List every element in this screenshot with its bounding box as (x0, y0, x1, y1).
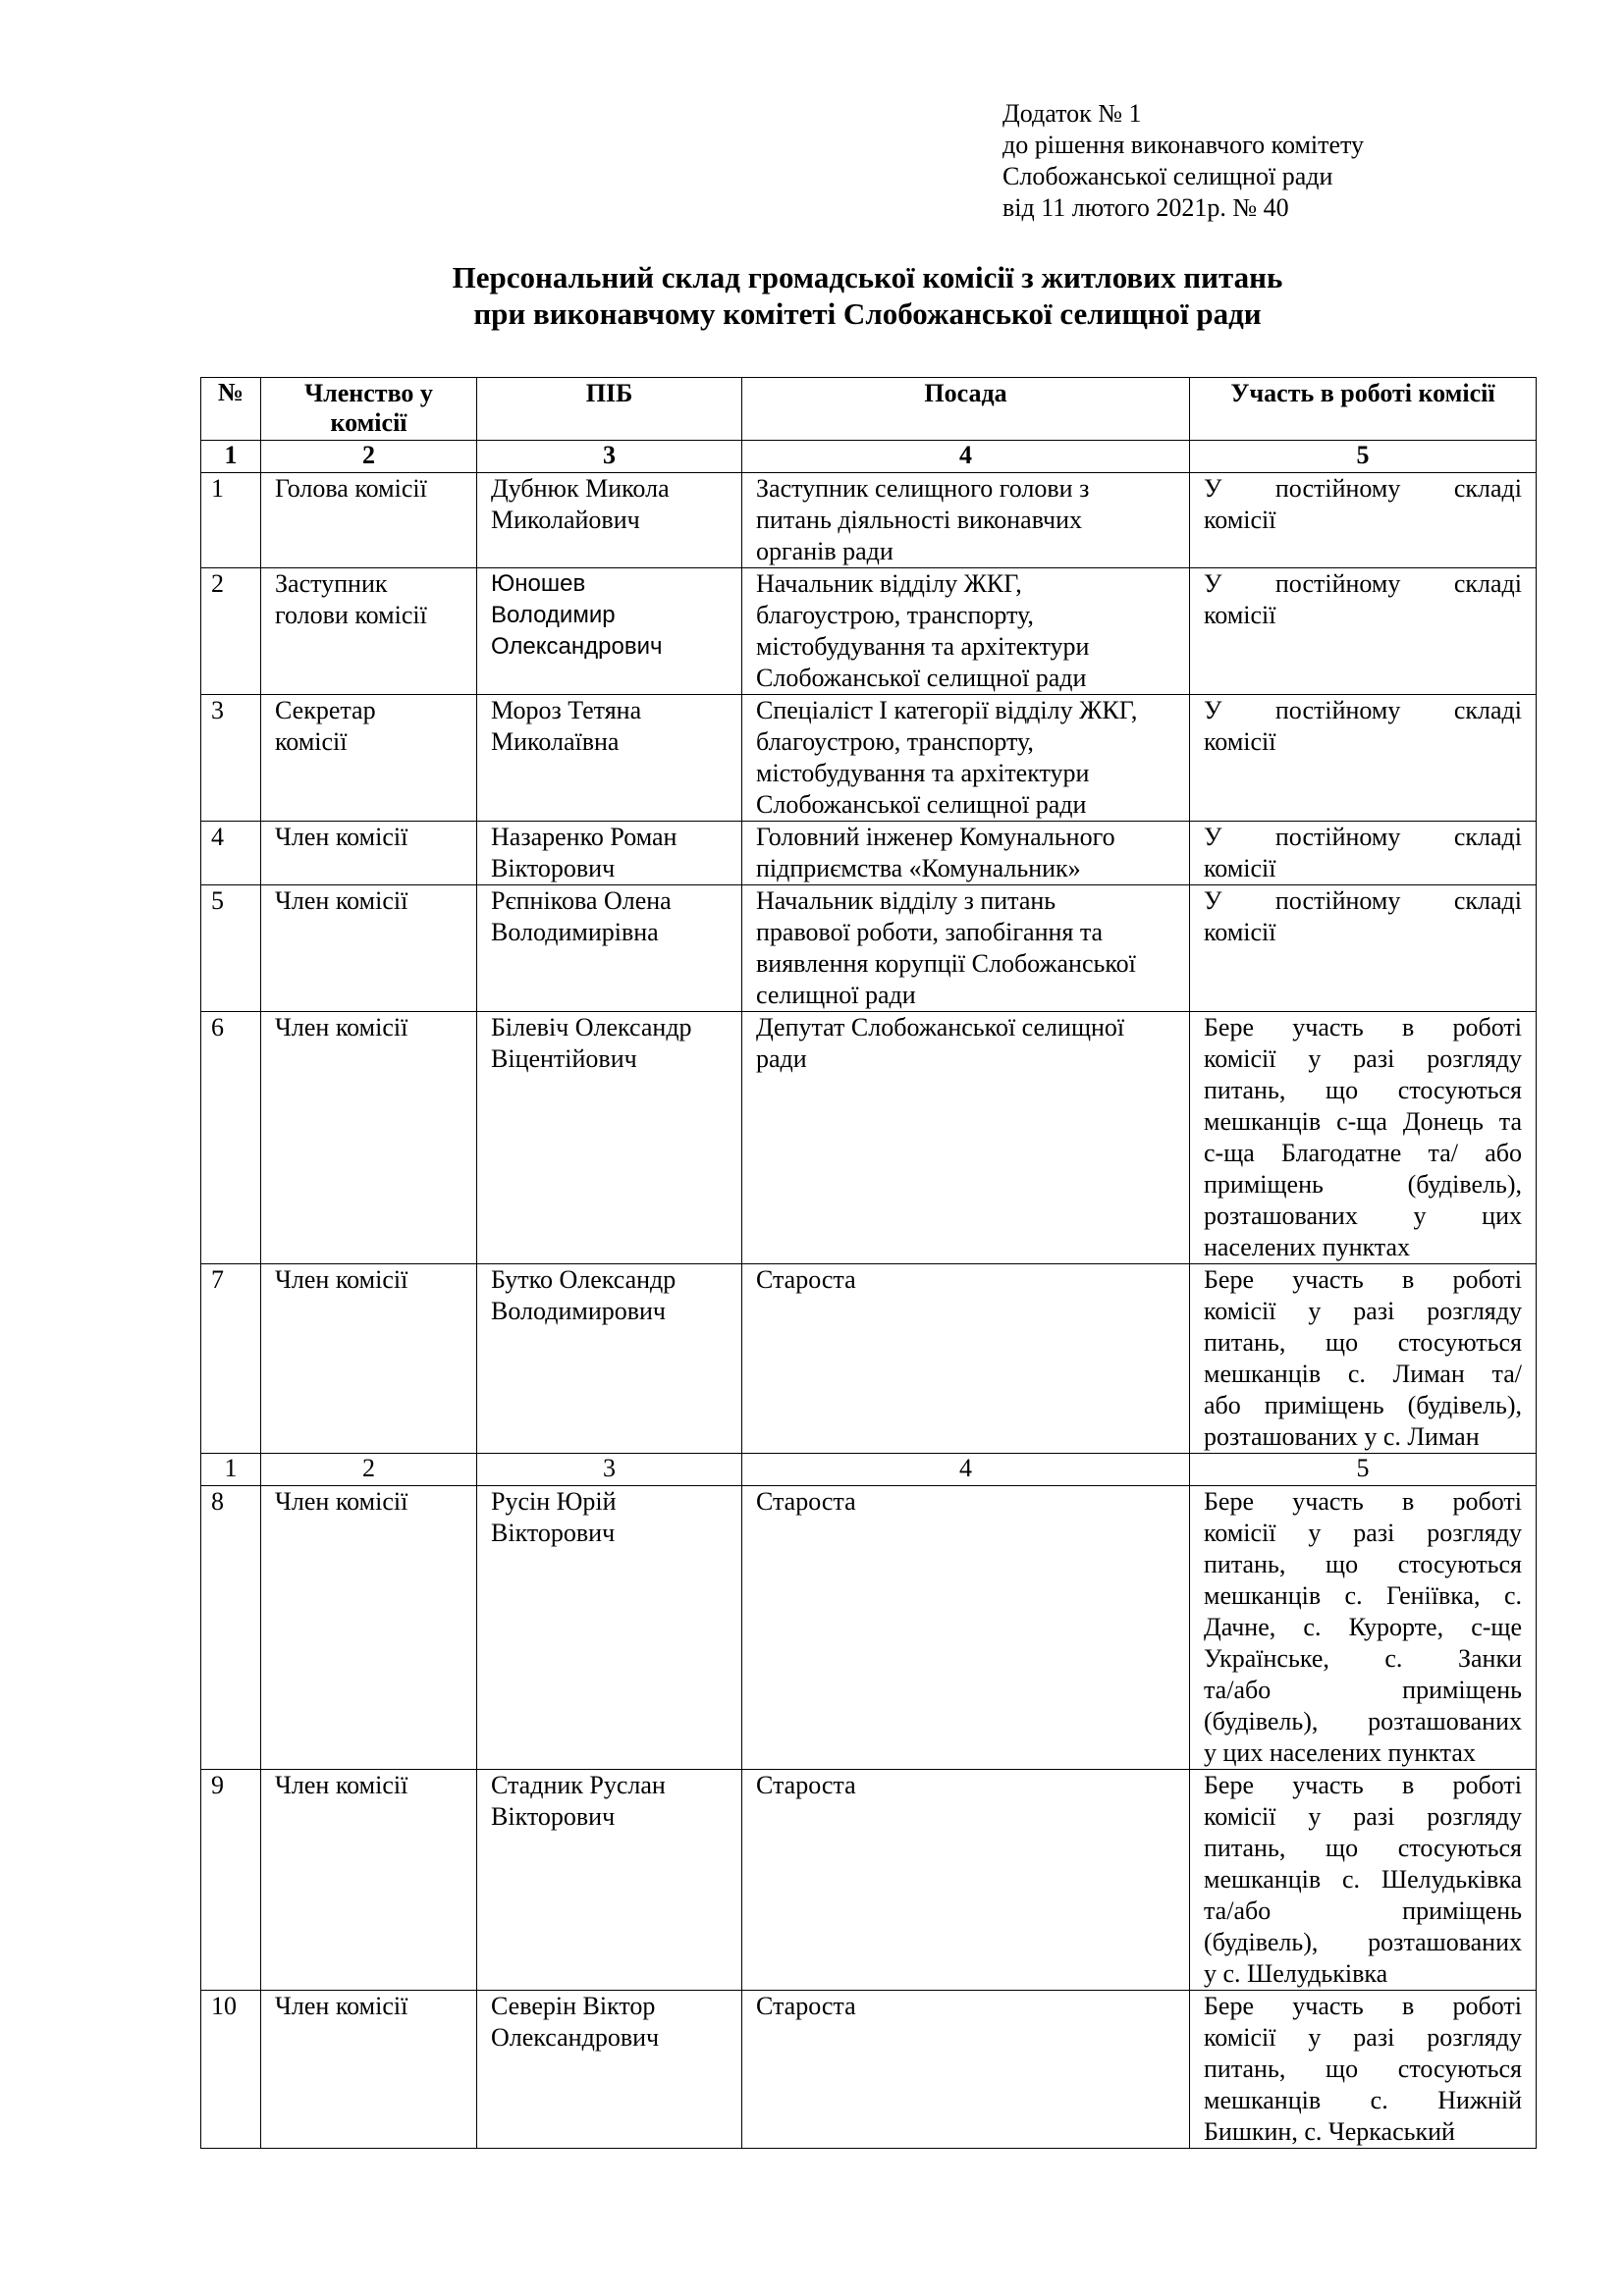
membership-cell-line: комісії (275, 727, 348, 756)
membership-cell-line: Голова комісії (275, 474, 427, 503)
appendix-line: до рішення виконавчого комітету (1002, 131, 1365, 159)
position-cell-line: містобудування та архітектури (756, 632, 1090, 661)
full-name-cell (477, 1770, 742, 1991)
participation-cell-line: Дачне, с. Курорте, с-ще (1204, 1613, 1522, 1641)
participation-cell-line: комісії у разі розгляду (1204, 1044, 1522, 1073)
participation-cell-line: с-ща Благодатне та/ або (1204, 1139, 1522, 1167)
table-row (201, 885, 1537, 1012)
appendix-line: Слобожанської селищної ради (1002, 162, 1333, 190)
full-name-cell-line: Бутко Олександр (491, 1265, 677, 1294)
column-number: 5 (1190, 441, 1537, 473)
column-number: 1 (201, 441, 261, 473)
row-number: 10 (201, 1991, 261, 2149)
column-number: 2 (261, 441, 477, 473)
row-number: 6 (201, 1012, 261, 1264)
membership-cell (261, 473, 477, 568)
membership-cell-line: Член комісії (275, 823, 408, 851)
position-cell-line: органів ради (756, 537, 893, 565)
position-cell-line: Слобожанської селищної ради (756, 790, 1087, 819)
participation-cell-line: (будівель), розташованих (1204, 1928, 1522, 1956)
header-number: № (201, 378, 261, 441)
membership-cell-line: Член комісії (275, 1771, 408, 1799)
position-cell-line: Начальник відділу ЖКГ, (756, 569, 1022, 598)
participation-cell-line: У постійному складі (1204, 886, 1522, 915)
position-cell-line: Депутат Слобожанської селищної (756, 1013, 1125, 1041)
row-number: 1 (201, 473, 261, 568)
membership-cell-line: Заступник (275, 569, 388, 598)
table-row (201, 568, 1537, 695)
header-membership: Членство у комісії (261, 378, 477, 441)
full-name-cell-line: Вікторович (491, 1519, 616, 1547)
position-cell (742, 1486, 1190, 1770)
full-name-cell (477, 695, 742, 822)
position-cell-line: селищної ради (756, 981, 916, 1009)
column-number: 1 (201, 1454, 261, 1486)
participation-cell-line: комісії (1204, 918, 1276, 946)
column-number: 4 (742, 441, 1190, 473)
full-name-cell-line: Назаренко Роман (491, 823, 677, 851)
membership-cell-line: голови комісії (275, 601, 427, 629)
full-name-cell (477, 1012, 742, 1264)
position-cell (742, 1991, 1190, 2149)
participation-cell-line: Бишкин, с. Черкаський (1204, 2117, 1455, 2146)
membership-cell (261, 1264, 477, 1454)
full-name-cell-line: Русін Юрій (491, 1487, 617, 1516)
position-cell (742, 1012, 1190, 1264)
position-cell-line: благоустрою, транспорту, (756, 727, 1034, 756)
position-cell-line: виявлення корупції Слобожанської (756, 949, 1136, 978)
membership-cell-line: Член комісії (275, 1992, 408, 2020)
membership-cell (261, 1486, 477, 1770)
position-cell-line: Староста (756, 1771, 856, 1799)
participation-cell-line: питань, що стосуються (1204, 1328, 1522, 1357)
participation-cell-line: мешканців с. Нижній (1204, 2086, 1522, 2114)
position-cell-line: Головний інженер Комунального (756, 823, 1115, 851)
column-number: 4 (742, 1454, 1190, 1486)
table-row (201, 1012, 1537, 1264)
full-name-cell (477, 473, 742, 568)
participation-cell-line: мешканців с. Шелудьківка (1204, 1865, 1522, 1894)
participation-cell-line: у с. Шелудьківка (1204, 1959, 1388, 1988)
participation-cell-line: Бере участь в роботі (1204, 1771, 1522, 1799)
full-name-cell-line: Миколаївна (491, 727, 620, 756)
position-cell (742, 568, 1190, 695)
membership-cell-line: Член комісії (275, 1013, 408, 1041)
position-cell-line: Заступник селищного голови з (756, 474, 1090, 503)
column-number: 3 (477, 441, 742, 473)
membership-cell (261, 1012, 477, 1264)
participation-cell-line: мешканців с. Геніївка, с. (1204, 1581, 1522, 1610)
appendix-line: Додаток № 1 (1002, 99, 1142, 128)
full-name-cell (477, 885, 742, 1012)
participation-cell-line: комісії (1204, 854, 1276, 882)
full-name-cell-line: Северін Віктор (491, 1992, 656, 2020)
row-number: 7 (201, 1264, 261, 1454)
row-number: 8 (201, 1486, 261, 1770)
header-participation: Участь в роботі комісії (1190, 378, 1537, 441)
participation-cell-line: приміщень (будівель), (1204, 1170, 1522, 1199)
row-number: 5 (201, 885, 261, 1012)
participation-cell-line: комісії (1204, 601, 1276, 629)
full-name-cell (477, 1486, 742, 1770)
participation-cell-line: питань, що стосуються (1204, 1550, 1522, 1578)
full-name-cell (477, 568, 742, 695)
participation-cell (1190, 1991, 1537, 2149)
appendix-block (1002, 98, 1364, 224)
title-line: Персональний склад громадської комісії з житлових питань (452, 260, 1283, 294)
position-cell (742, 695, 1190, 822)
participation-cell-line: у цих населених пунктах (1204, 1738, 1476, 1767)
participation-cell-line: населених пунктах (1204, 1233, 1411, 1261)
participation-cell-line: комісії у разі розгляду (1204, 1802, 1522, 1831)
participation-cell-line: та/або приміщень (1204, 1676, 1522, 1704)
row-number: 4 (201, 822, 261, 885)
participation-cell-line: комісії (1204, 506, 1276, 534)
participation-cell-line: (будівель), розташованих (1204, 1707, 1522, 1735)
full-name-cell-line: Володимирович (491, 1297, 667, 1325)
position-cell (742, 473, 1190, 568)
participation-cell-line: питань, що стосуються (1204, 2055, 1522, 2083)
position-cell-line: Староста (756, 1992, 856, 2020)
position-cell-line: підприємства «Комунальник» (756, 854, 1081, 882)
table-header-row (201, 378, 1537, 441)
participation-cell-line: Українське, с. Занки (1204, 1644, 1522, 1673)
participation-cell-line: Бере участь в роботі (1204, 1487, 1522, 1516)
header-position: Посада (742, 378, 1190, 441)
participation-cell-line: У постійному складі (1204, 569, 1522, 598)
full-name-cell-line: Стадник Руслан (491, 1771, 666, 1799)
full-name-cell-line: Вікторович (491, 854, 616, 882)
table-row (201, 1770, 1537, 1991)
position-cell-line: Слобожанської селищної ради (756, 664, 1087, 692)
participation-cell-line: комісії у разі розгляду (1204, 2023, 1522, 2052)
full-name-cell-line: Олександрович (491, 2023, 660, 2052)
participation-cell (1190, 695, 1537, 822)
participation-cell (1190, 473, 1537, 568)
participation-cell-line: комісії у разі розгляду (1204, 1519, 1522, 1547)
table-row (201, 822, 1537, 885)
full-name-cell-line: Дубнюк Микола (491, 474, 670, 503)
position-cell (742, 1264, 1190, 1454)
participation-cell-line: У постійному складі (1204, 823, 1522, 851)
column-number-row (201, 441, 1537, 473)
column-number-row (201, 1454, 1537, 1486)
participation-cell-line: або приміщень (будівель), (1204, 1391, 1522, 1419)
participation-cell-line: У постійному складі (1204, 474, 1522, 503)
table-row (201, 473, 1537, 568)
commission-table (200, 377, 1537, 2149)
position-cell (742, 885, 1190, 1012)
participation-cell-line: Бере участь в роботі (1204, 1265, 1522, 1294)
participation-cell (1190, 1012, 1537, 1264)
full-name-cell-line: Олександрович (491, 633, 663, 660)
column-number: 5 (1190, 1454, 1537, 1486)
participation-cell-line: Бере участь в роботі (1204, 1013, 1522, 1041)
participation-cell-line: комісії у разі розгляду (1204, 1297, 1522, 1325)
table-row (201, 1486, 1537, 1770)
position-cell-line: містобудування та архітектури (756, 759, 1090, 787)
appendix-line: від 11 лютого 2021р. № 40 (1002, 193, 1289, 222)
position-cell-line: благоустрою, транспорту, (756, 601, 1034, 629)
participation-cell-line: Бере участь в роботі (1204, 1992, 1522, 2020)
participation-cell (1190, 1264, 1537, 1454)
membership-cell-line: Член комісії (275, 886, 408, 915)
participation-cell-line: та/або приміщень (1204, 1896, 1522, 1925)
row-number: 2 (201, 568, 261, 695)
membership-cell-line: Член комісії (275, 1487, 408, 1516)
position-cell-line: Староста (756, 1487, 856, 1516)
full-name-cell-line: Рєпнікова Олена (491, 886, 672, 915)
document-title (200, 259, 1535, 332)
full-name-cell-line: Володимирівна (491, 918, 659, 946)
row-number: 9 (201, 1770, 261, 1991)
participation-cell-line: питань, що стосуються (1204, 1076, 1522, 1104)
table-row (201, 1991, 1537, 2149)
membership-cell (261, 1770, 477, 1991)
participation-cell-line: питань, що стосуються (1204, 1834, 1522, 1862)
position-cell-line: Начальник відділу з питань (756, 886, 1056, 915)
row-number: 3 (201, 695, 261, 822)
membership-cell (261, 885, 477, 1012)
position-cell-line: питань діяльності виконавчих (756, 506, 1082, 534)
participation-cell (1190, 822, 1537, 885)
participation-cell (1190, 568, 1537, 695)
title-line: при виконавчому комітеті Слобожанської селищної ради (473, 296, 1262, 331)
participation-cell (1190, 885, 1537, 1012)
position-cell-line: Спеціаліст І категорії відділу ЖКГ, (756, 696, 1138, 724)
membership-cell-line: Секретар (275, 696, 376, 724)
membership-cell-line: Член комісії (275, 1265, 408, 1294)
full-name-cell-line: Миколайович (491, 506, 640, 534)
position-cell-line: ради (756, 1044, 807, 1073)
full-name-cell-line: Володимир (491, 602, 616, 628)
full-name-cell-line: Вікторович (491, 1802, 616, 1831)
full-name-cell (477, 1991, 742, 2149)
position-cell (742, 1770, 1190, 1991)
column-number: 3 (477, 1454, 742, 1486)
participation-cell-line: розташованих у с. Лиман (1204, 1422, 1480, 1451)
column-number: 2 (261, 1454, 477, 1486)
full-name-cell (477, 822, 742, 885)
position-cell-line: правової роботи, запобігання та (756, 918, 1104, 946)
position-cell (742, 822, 1190, 885)
position-cell-line: Староста (756, 1265, 856, 1294)
table-row (201, 695, 1537, 822)
participation-cell (1190, 1770, 1537, 1991)
full-name-cell (477, 1264, 742, 1454)
membership-cell (261, 695, 477, 822)
full-name-cell-line: Віцентійович (491, 1044, 637, 1073)
membership-cell (261, 1991, 477, 2149)
membership-cell (261, 568, 477, 695)
participation-cell-line: мешканців с. Лиман та/ (1204, 1360, 1522, 1388)
full-name-cell-line: Юношев (491, 570, 586, 597)
full-name-cell-line: Мороз Тетяна (491, 696, 642, 724)
full-name-cell-line: Білевіч Олександр (491, 1013, 692, 1041)
participation-cell-line: розташованих у цих (1204, 1201, 1522, 1230)
participation-cell (1190, 1486, 1537, 1770)
membership-cell (261, 822, 477, 885)
table-row (201, 1264, 1537, 1454)
participation-cell-line: У постійному складі (1204, 696, 1522, 724)
participation-cell-line: мешканців с-ща Донець та (1204, 1107, 1522, 1136)
header-full-name: ПІБ (477, 378, 742, 441)
participation-cell-line: комісії (1204, 727, 1276, 756)
